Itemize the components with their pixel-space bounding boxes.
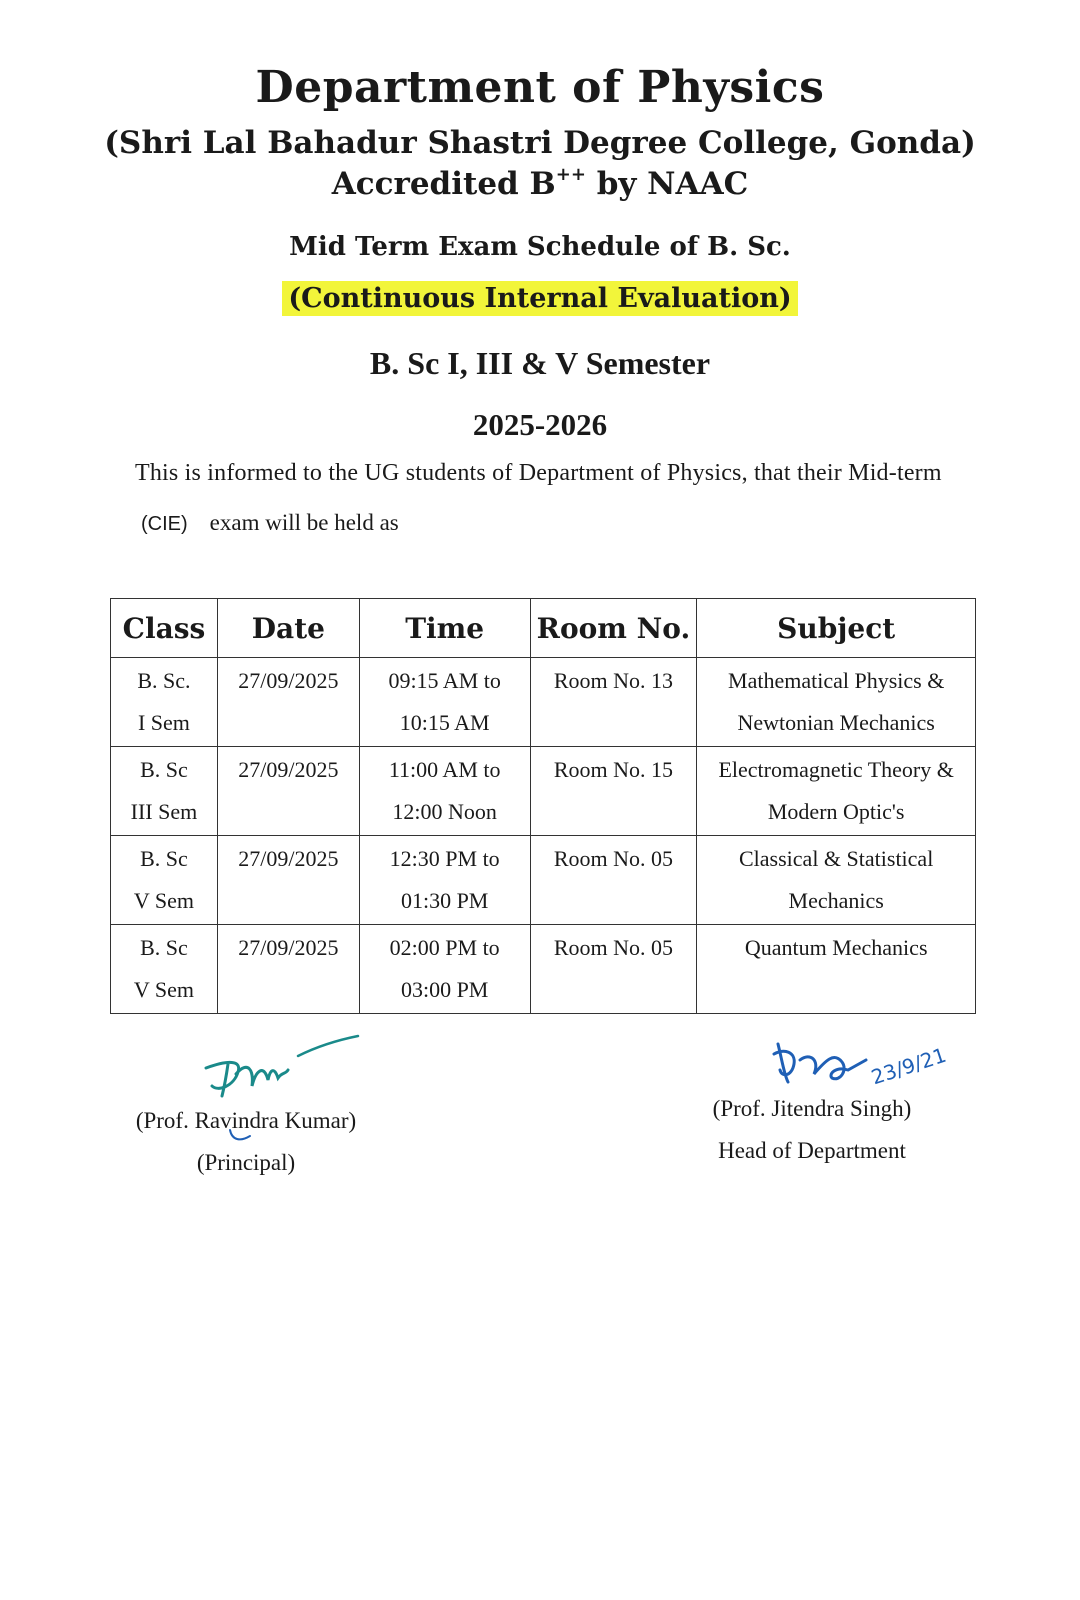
time-end: 01:30 PM bbox=[400, 888, 489, 913]
subject-line2: Mechanics bbox=[788, 888, 884, 913]
college-name: (Shri Lal Bahadur Shastri Degree College, Gonda) bbox=[104, 125, 976, 161]
hod-signature-block bbox=[706, 1096, 918, 1164]
accreditation-line bbox=[0, 164, 1080, 202]
header-date: Date bbox=[217, 599, 359, 658]
class-semester: III Sem bbox=[130, 799, 198, 824]
hod-signature-date: 23/9/21 bbox=[868, 1042, 950, 1090]
evaluation-highlight: (Continuous Internal Evaluation) bbox=[282, 281, 797, 316]
time-start: 11:00 AM to bbox=[388, 757, 501, 782]
principal-signature-block bbox=[130, 1108, 362, 1176]
subject-line1: Quantum Mechanics bbox=[744, 935, 928, 960]
class-semester: V Sem bbox=[133, 888, 195, 913]
subject-line2: Newtonian Mechanics bbox=[737, 710, 935, 735]
time-cell bbox=[359, 925, 530, 1014]
subject-line1: Classical & Statistical bbox=[739, 846, 934, 871]
hod-name: (Prof. Jitendra Singh) bbox=[712, 1096, 912, 1121]
date-cell: 27/09/2025 bbox=[217, 836, 359, 925]
date-cell: 27/09/2025 bbox=[217, 658, 359, 747]
time-cell bbox=[359, 836, 530, 925]
hod-title: Head of Department bbox=[718, 1138, 906, 1163]
subject-cell bbox=[697, 658, 976, 747]
room-cell: Room No. 05 bbox=[530, 836, 697, 925]
subject-line1: Mathematical Physics & bbox=[728, 668, 945, 693]
class-cell bbox=[111, 836, 218, 925]
class-semester: I Sem bbox=[137, 710, 190, 735]
class-name: B. Sc. bbox=[137, 668, 191, 693]
session-year: 2025-2026 bbox=[472, 407, 608, 442]
cie-abbreviation: (CIE) bbox=[141, 513, 188, 535]
semester-line: B. Sc I, III & V Semester bbox=[369, 345, 711, 381]
room-cell: Room No. 13 bbox=[530, 658, 697, 747]
subject-cell bbox=[697, 747, 976, 836]
subject-cell bbox=[697, 925, 976, 1014]
principal-signature bbox=[198, 1030, 378, 1110]
exam-schedule-table bbox=[110, 598, 976, 1014]
table-row bbox=[111, 836, 976, 925]
table-header-row bbox=[111, 599, 976, 658]
header-time: Time bbox=[359, 599, 530, 658]
date-cell: 27/09/2025 bbox=[217, 925, 359, 1014]
class-cell bbox=[111, 747, 218, 836]
class-cell bbox=[111, 658, 218, 747]
accreditation-prefix: Accredited B bbox=[331, 166, 556, 202]
accreditation-suffix: by NAAC bbox=[585, 166, 749, 202]
time-end: 03:00 PM bbox=[400, 977, 489, 1002]
info-paragraph-line1: This is informed to the UG students of Department of Physics, that their Mid-term bbox=[135, 460, 942, 486]
header-subject: Subject bbox=[697, 599, 976, 658]
class-cell bbox=[111, 925, 218, 1014]
class-semester: V Sem bbox=[133, 977, 195, 1002]
subject-line1: Electromagnetic Theory & bbox=[718, 757, 954, 782]
accreditation-grade-sup: ++ bbox=[555, 164, 586, 185]
evaluation-line bbox=[0, 283, 1080, 314]
header-room: Room No. bbox=[530, 599, 697, 658]
info-line2-text: exam will be held as bbox=[209, 510, 399, 535]
header-class: Class bbox=[111, 599, 218, 658]
time-end: 12:00 Noon bbox=[392, 799, 497, 824]
room-cell: Room No. 15 bbox=[530, 747, 697, 836]
class-name: B. Sc bbox=[140, 935, 188, 960]
subject-line2: Modern Optic's bbox=[767, 799, 905, 824]
table-row bbox=[111, 925, 976, 1014]
time-start: 12:30 PM to bbox=[389, 846, 500, 871]
time-start: 09:15 AM to bbox=[388, 668, 501, 693]
principal-title: (Principal) bbox=[196, 1150, 296, 1175]
class-name: B. Sc bbox=[140, 846, 188, 871]
time-cell bbox=[359, 658, 530, 747]
room-cell: Room No. 05 bbox=[530, 925, 697, 1014]
time-cell bbox=[359, 747, 530, 836]
principal-name: (Prof. Ravindra Kumar) bbox=[135, 1108, 357, 1133]
date-cell: 27/09/2025 bbox=[217, 747, 359, 836]
department-title: Department of Physics bbox=[255, 62, 825, 113]
time-end: 10:15 AM bbox=[399, 710, 490, 735]
class-name: B. Sc bbox=[140, 757, 188, 782]
info-paragraph-line2 bbox=[141, 510, 399, 536]
exam-title: Mid Term Exam Schedule of B. Sc. bbox=[289, 232, 791, 262]
table-row bbox=[111, 747, 976, 836]
time-start: 02:00 PM to bbox=[389, 935, 500, 960]
table-row bbox=[111, 658, 976, 747]
subject-cell bbox=[697, 836, 976, 925]
